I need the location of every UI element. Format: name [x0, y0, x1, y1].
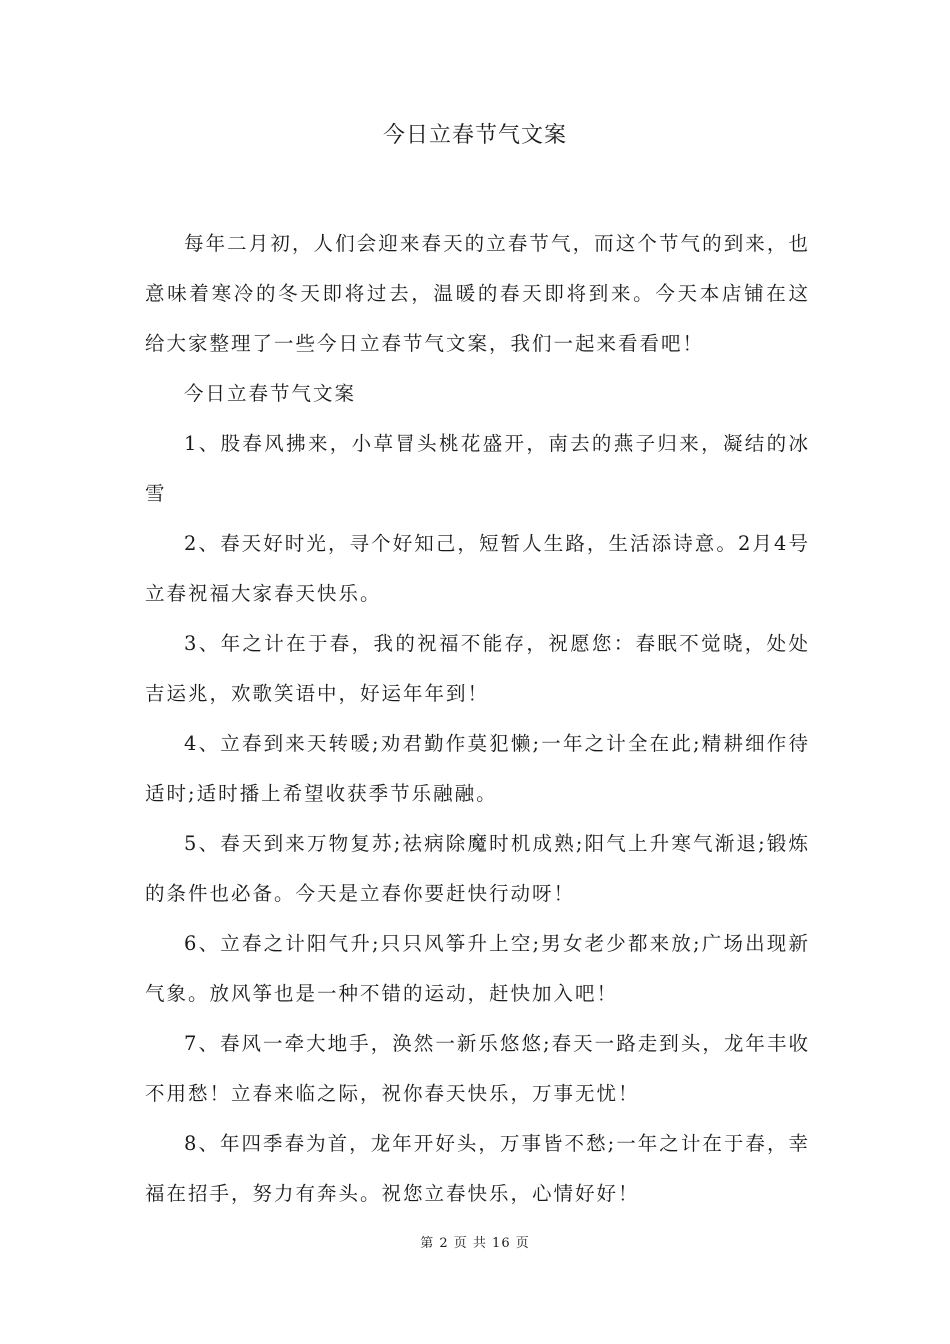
- list-item: 7、春风一牵大地手，涣然一新乐悠悠;春天一路走到头，龙年丰收不用愁！立春来临之际，祝你春天快乐，万事无忧！: [145, 1032, 810, 1105]
- list-item: 5、春天到来万物复苏;祛病除魔时机成熟;阳气上升寒气渐退;锻炼的条件也必备。今天是立春你要赶快行动呀！: [145, 832, 810, 905]
- list-item: 3、年之计在于春，我的祝福不能存，祝愿您：春眠不觉晓，处处吉运兆，欢歌笑语中，好运年年到！: [145, 632, 810, 705]
- list-item: 4、立春到来天转暖;劝君勤作莫犯懒;一年之计全在此;精耕细作待适时;适时播上希望收获季节乐融融。: [145, 732, 810, 805]
- page-title: 今日立春节气文案: [382, 123, 567, 148]
- list-item: 6、立春之计阳气升;只只风筝升上空;男女老少都来放;广场出现新气象。放风筝也是一种不错的运动，赶快加入吧！: [145, 932, 810, 1005]
- list-item: 8、年四季春为首，龙年开好头，万事皆不愁;一年之计在于春，幸福在招手，努力有奔头。祝您立春快乐，心情好好！: [145, 1132, 810, 1205]
- document-body: [145, 219, 810, 1219]
- list-item: 2、春天好时光，寻个好知己，短暂人生路，生活添诗意。2月4号立春祝福大家春天快乐。: [145, 532, 810, 605]
- intro-paragraph: 每年二月初，人们会迎来春天的立春节气，而这个节气的到来，也意味着寒冷的冬天即将过去，温暖的春天即将到来。今天本店铺在这给大家整理了一些今日立春节气文案，我们一起来看看吧！: [145, 232, 810, 355]
- page-footer: 第 2 页 共 16 页: [420, 1236, 530, 1251]
- list-item: 1、股春风拂来，小草冒头桃花盛开，南去的燕子归来，凝结的冰雪: [145, 432, 810, 505]
- section-heading: 今日立春节气文案: [184, 382, 357, 405]
